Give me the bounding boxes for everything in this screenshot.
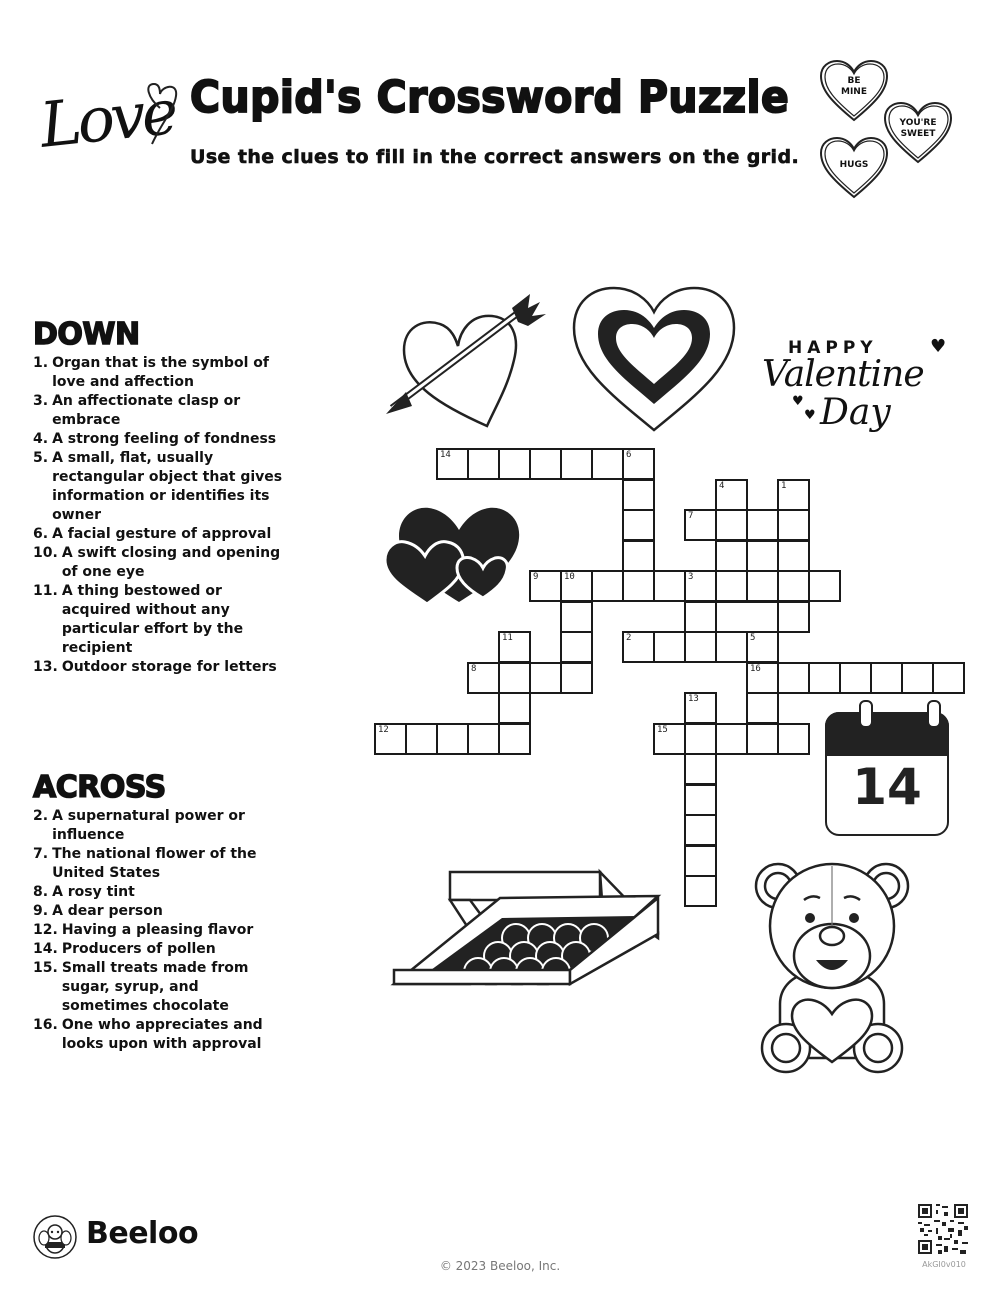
clue-text: Organ that is the symbol of love and affection <box>52 355 269 390</box>
down-clue-4 <box>33 430 283 449</box>
clue-number: 14. <box>33 941 58 957</box>
grid-cell[interactable] <box>405 723 438 755</box>
grid-cell[interactable] <box>653 570 686 602</box>
copyright: © 2023 Beeloo, Inc. <box>439 1259 561 1273</box>
candy-heart-line: YOU'RE <box>899 118 937 128</box>
happy-valentine-day-lettering <box>760 334 950 444</box>
grid-cell-7[interactable] <box>684 509 717 541</box>
grid-cell[interactable] <box>746 570 779 602</box>
clue-text: A supernatural power or influence <box>52 808 245 843</box>
page-title: Cupid's Crossword Puzzle <box>190 72 790 123</box>
across-clue-12 <box>33 921 283 940</box>
grid-cell-1[interactable] <box>777 479 810 511</box>
grid-cell[interactable] <box>560 662 593 694</box>
beeloo-bee-logo-icon <box>32 1214 78 1260</box>
concentric-heart-icon <box>570 284 738 434</box>
clue-number: 3. <box>33 393 49 409</box>
grid-cell[interactable] <box>932 662 965 694</box>
clue-text: A swift closing and opening of one eye <box>61 545 281 580</box>
down-clue-11 <box>33 582 283 658</box>
grid-cell-12[interactable] <box>374 723 407 755</box>
grid-cell[interactable] <box>839 662 872 694</box>
instructions: Use the clues to fill in the correct answers on the grid. <box>190 146 800 168</box>
candy-heart-be-mine <box>818 58 890 124</box>
teddy-bear-icon <box>752 856 912 1082</box>
down-clue-3 <box>33 392 283 430</box>
small-heart-icon: ♥ <box>804 408 816 423</box>
grid-cell[interactable] <box>715 723 748 755</box>
down-clue-6 <box>33 525 283 544</box>
grid-cell-9[interactable] <box>529 570 562 602</box>
grid-cell-10[interactable] <box>560 570 593 602</box>
clue-text: An affectionate clasp or embrace <box>52 393 241 428</box>
grid-cell[interactable] <box>560 448 593 480</box>
clue-number-label: 14 <box>440 450 451 460</box>
candy-heart-line: BE <box>847 76 861 86</box>
grid-cell[interactable] <box>622 509 655 541</box>
grid-cell[interactable] <box>498 662 531 694</box>
clue-number-label: 2 <box>626 633 632 643</box>
clue-number-label: 4 <box>719 481 725 491</box>
grid-cell-11[interactable] <box>498 631 531 663</box>
clue-number: 5. <box>33 450 49 466</box>
across-clues <box>33 771 283 1054</box>
clue-number-label: 13 <box>688 694 699 704</box>
across-clue-8 <box>33 883 283 902</box>
chocolate-box-icon <box>390 868 670 998</box>
clue-number-label: 11 <box>502 633 513 643</box>
candy-heart-line: HUGS <box>839 160 869 170</box>
clue-text: Outdoor storage for letters <box>61 659 277 675</box>
clue-number-label: 5 <box>750 633 756 643</box>
small-heart-icon: ♥ <box>930 336 947 357</box>
clue-number: 13. <box>33 659 58 675</box>
grid-cell[interactable] <box>715 631 748 663</box>
grid-cell[interactable] <box>622 570 655 602</box>
grid-cell[interactable] <box>715 509 748 541</box>
grid-cell[interactable] <box>498 692 531 724</box>
greeting-valentine: Valentine <box>762 354 924 395</box>
grid-cell[interactable] <box>777 723 810 755</box>
down-heading: DOWN <box>33 317 140 352</box>
grid-cell[interactable] <box>777 601 810 633</box>
grid-cell[interactable] <box>467 448 500 480</box>
grid-cell-16[interactable] <box>746 662 779 694</box>
clue-text: Small treats made from sugar, syrup, and sometimes chocolate <box>61 960 249 1014</box>
grid-cell[interactable] <box>622 479 655 511</box>
grid-cell[interactable] <box>870 662 903 694</box>
grid-cell[interactable] <box>684 845 717 877</box>
grid-cell[interactable] <box>808 662 841 694</box>
candy-heart-line: SWEET <box>900 129 936 139</box>
grid-cell[interactable] <box>746 723 779 755</box>
clue-number: 10. <box>33 545 58 561</box>
clue-text: Producers of pollen <box>61 941 216 957</box>
grid-cell[interactable] <box>684 631 717 663</box>
grid-cell-15[interactable] <box>653 723 686 755</box>
grid-cell[interactable] <box>777 509 810 541</box>
down-clue-5 <box>33 449 283 525</box>
grid-cell[interactable] <box>529 662 562 694</box>
clue-text: A thing bestowed or acquired without any particular effort by the recipient <box>61 583 244 656</box>
grid-cell[interactable] <box>684 723 717 755</box>
grid-cell[interactable] <box>684 601 717 633</box>
clue-number-label: 1 <box>781 481 787 491</box>
clue-number-label: 6 <box>626 450 632 460</box>
clue-number: 12. <box>33 922 58 938</box>
grid-cell[interactable] <box>777 662 810 694</box>
clue-number-label: 8 <box>471 664 477 674</box>
grid-cell[interactable] <box>684 814 717 846</box>
grid-cell-2[interactable] <box>622 631 655 663</box>
across-clue-16 <box>33 1016 283 1054</box>
across-clue-2 <box>33 807 283 845</box>
grid-cell[interactable] <box>684 753 717 785</box>
greeting-happy: HAPPY <box>788 338 878 358</box>
heart-with-arrow-icon <box>382 288 552 428</box>
grid-cell[interactable] <box>560 631 593 663</box>
grid-cell[interactable] <box>746 692 779 724</box>
across-clue-14 <box>33 940 283 959</box>
clue-text: Having a pleasing flavor <box>61 922 254 938</box>
grid-cell[interactable] <box>653 631 686 663</box>
candy-heart-hugs <box>818 135 890 201</box>
brand-name: Beeloo <box>86 1216 199 1251</box>
clue-number-label: 9 <box>533 572 539 582</box>
clue-text: The national flower of the United States <box>52 846 257 881</box>
small-heart-icon: ♥ <box>792 394 804 409</box>
grid-cell-13[interactable] <box>684 692 717 724</box>
candy-heart-line: MINE <box>841 87 867 97</box>
grid-cell-8[interactable] <box>467 662 500 694</box>
down-clue-1 <box>33 354 283 392</box>
greeting-day: Day <box>820 392 891 433</box>
clue-text: A rosy tint <box>52 884 135 900</box>
grid-cell[interactable] <box>591 570 624 602</box>
clue-number-label: 15 <box>657 725 668 735</box>
grid-cell[interactable] <box>715 540 748 572</box>
down-clue-list <box>33 354 283 677</box>
grid-cell[interactable] <box>746 540 779 572</box>
grid-cell-14[interactable] <box>436 448 469 480</box>
clue-number: 1. <box>33 355 49 371</box>
clue-number: 6. <box>33 526 49 542</box>
clue-number: 4. <box>33 431 49 447</box>
across-clue-15 <box>33 959 283 1016</box>
candy-heart-youre-sweet <box>882 100 954 166</box>
across-heading: ACROSS <box>33 770 166 805</box>
document-code: AkGI0v010 <box>922 1260 966 1269</box>
grid-cell[interactable] <box>467 723 500 755</box>
down-clues <box>33 318 283 677</box>
calendar-icon <box>825 700 949 836</box>
clue-number: 11. <box>33 583 58 599</box>
love-script-decoration: Love <box>36 75 178 162</box>
clue-text: A facial gesture of approval <box>52 526 272 542</box>
grid-cell[interactable] <box>529 448 562 480</box>
grid-cell[interactable] <box>715 601 779 633</box>
grid-cell[interactable] <box>684 875 717 907</box>
grid-cell[interactable] <box>808 570 841 602</box>
grid-cell[interactable] <box>777 540 810 572</box>
grid-cell[interactable] <box>436 723 469 755</box>
grid-cell[interactable] <box>591 448 624 480</box>
grid-cell[interactable] <box>560 601 593 633</box>
grid-cell-4[interactable] <box>715 479 748 511</box>
small-heart-outline-icon <box>138 78 182 146</box>
grid-cell[interactable] <box>746 509 779 541</box>
qr-code-icon <box>918 1204 968 1254</box>
calendar-day: 14 <box>852 758 922 816</box>
down-clue-13 <box>33 658 283 677</box>
clue-number: 15. <box>33 960 58 976</box>
clue-number-label: 16 <box>750 664 761 674</box>
clue-text: A dear person <box>52 903 163 919</box>
grid-cell[interactable] <box>777 570 810 602</box>
grid-cell[interactable] <box>684 784 717 816</box>
grid-cell-5[interactable] <box>746 631 779 663</box>
down-clue-10 <box>33 544 283 582</box>
clue-number: 2. <box>33 808 49 824</box>
clue-number-label: 12 <box>378 725 389 735</box>
clue-text: A strong feeling of fondness <box>52 431 277 447</box>
grid-cell[interactable] <box>498 448 531 480</box>
clue-text: One who appreciates and looks upon with approval <box>61 1017 263 1052</box>
across-clue-list <box>33 807 283 1054</box>
clue-text: A small, flat, usually rectangular object that gives information or identifies its owner <box>52 450 283 523</box>
grid-cell-6[interactable] <box>622 448 655 480</box>
grid-cell-3[interactable] <box>684 570 717 602</box>
clue-number: 7. <box>33 846 49 862</box>
grid-cell[interactable] <box>901 662 934 694</box>
three-hearts-icon <box>383 498 523 604</box>
clue-number-label: 7 <box>688 511 694 521</box>
across-clue-9 <box>33 902 283 921</box>
grid-cell[interactable] <box>622 540 655 572</box>
grid-cell[interactable] <box>715 570 748 602</box>
grid-cell[interactable] <box>498 723 531 755</box>
clue-number-label: 10 <box>564 572 575 582</box>
across-clue-7 <box>33 845 283 883</box>
clue-number-label: 3 <box>688 572 694 582</box>
clue-number: 16. <box>33 1017 58 1033</box>
clue-number: 9. <box>33 903 49 919</box>
clue-number: 8. <box>33 884 49 900</box>
